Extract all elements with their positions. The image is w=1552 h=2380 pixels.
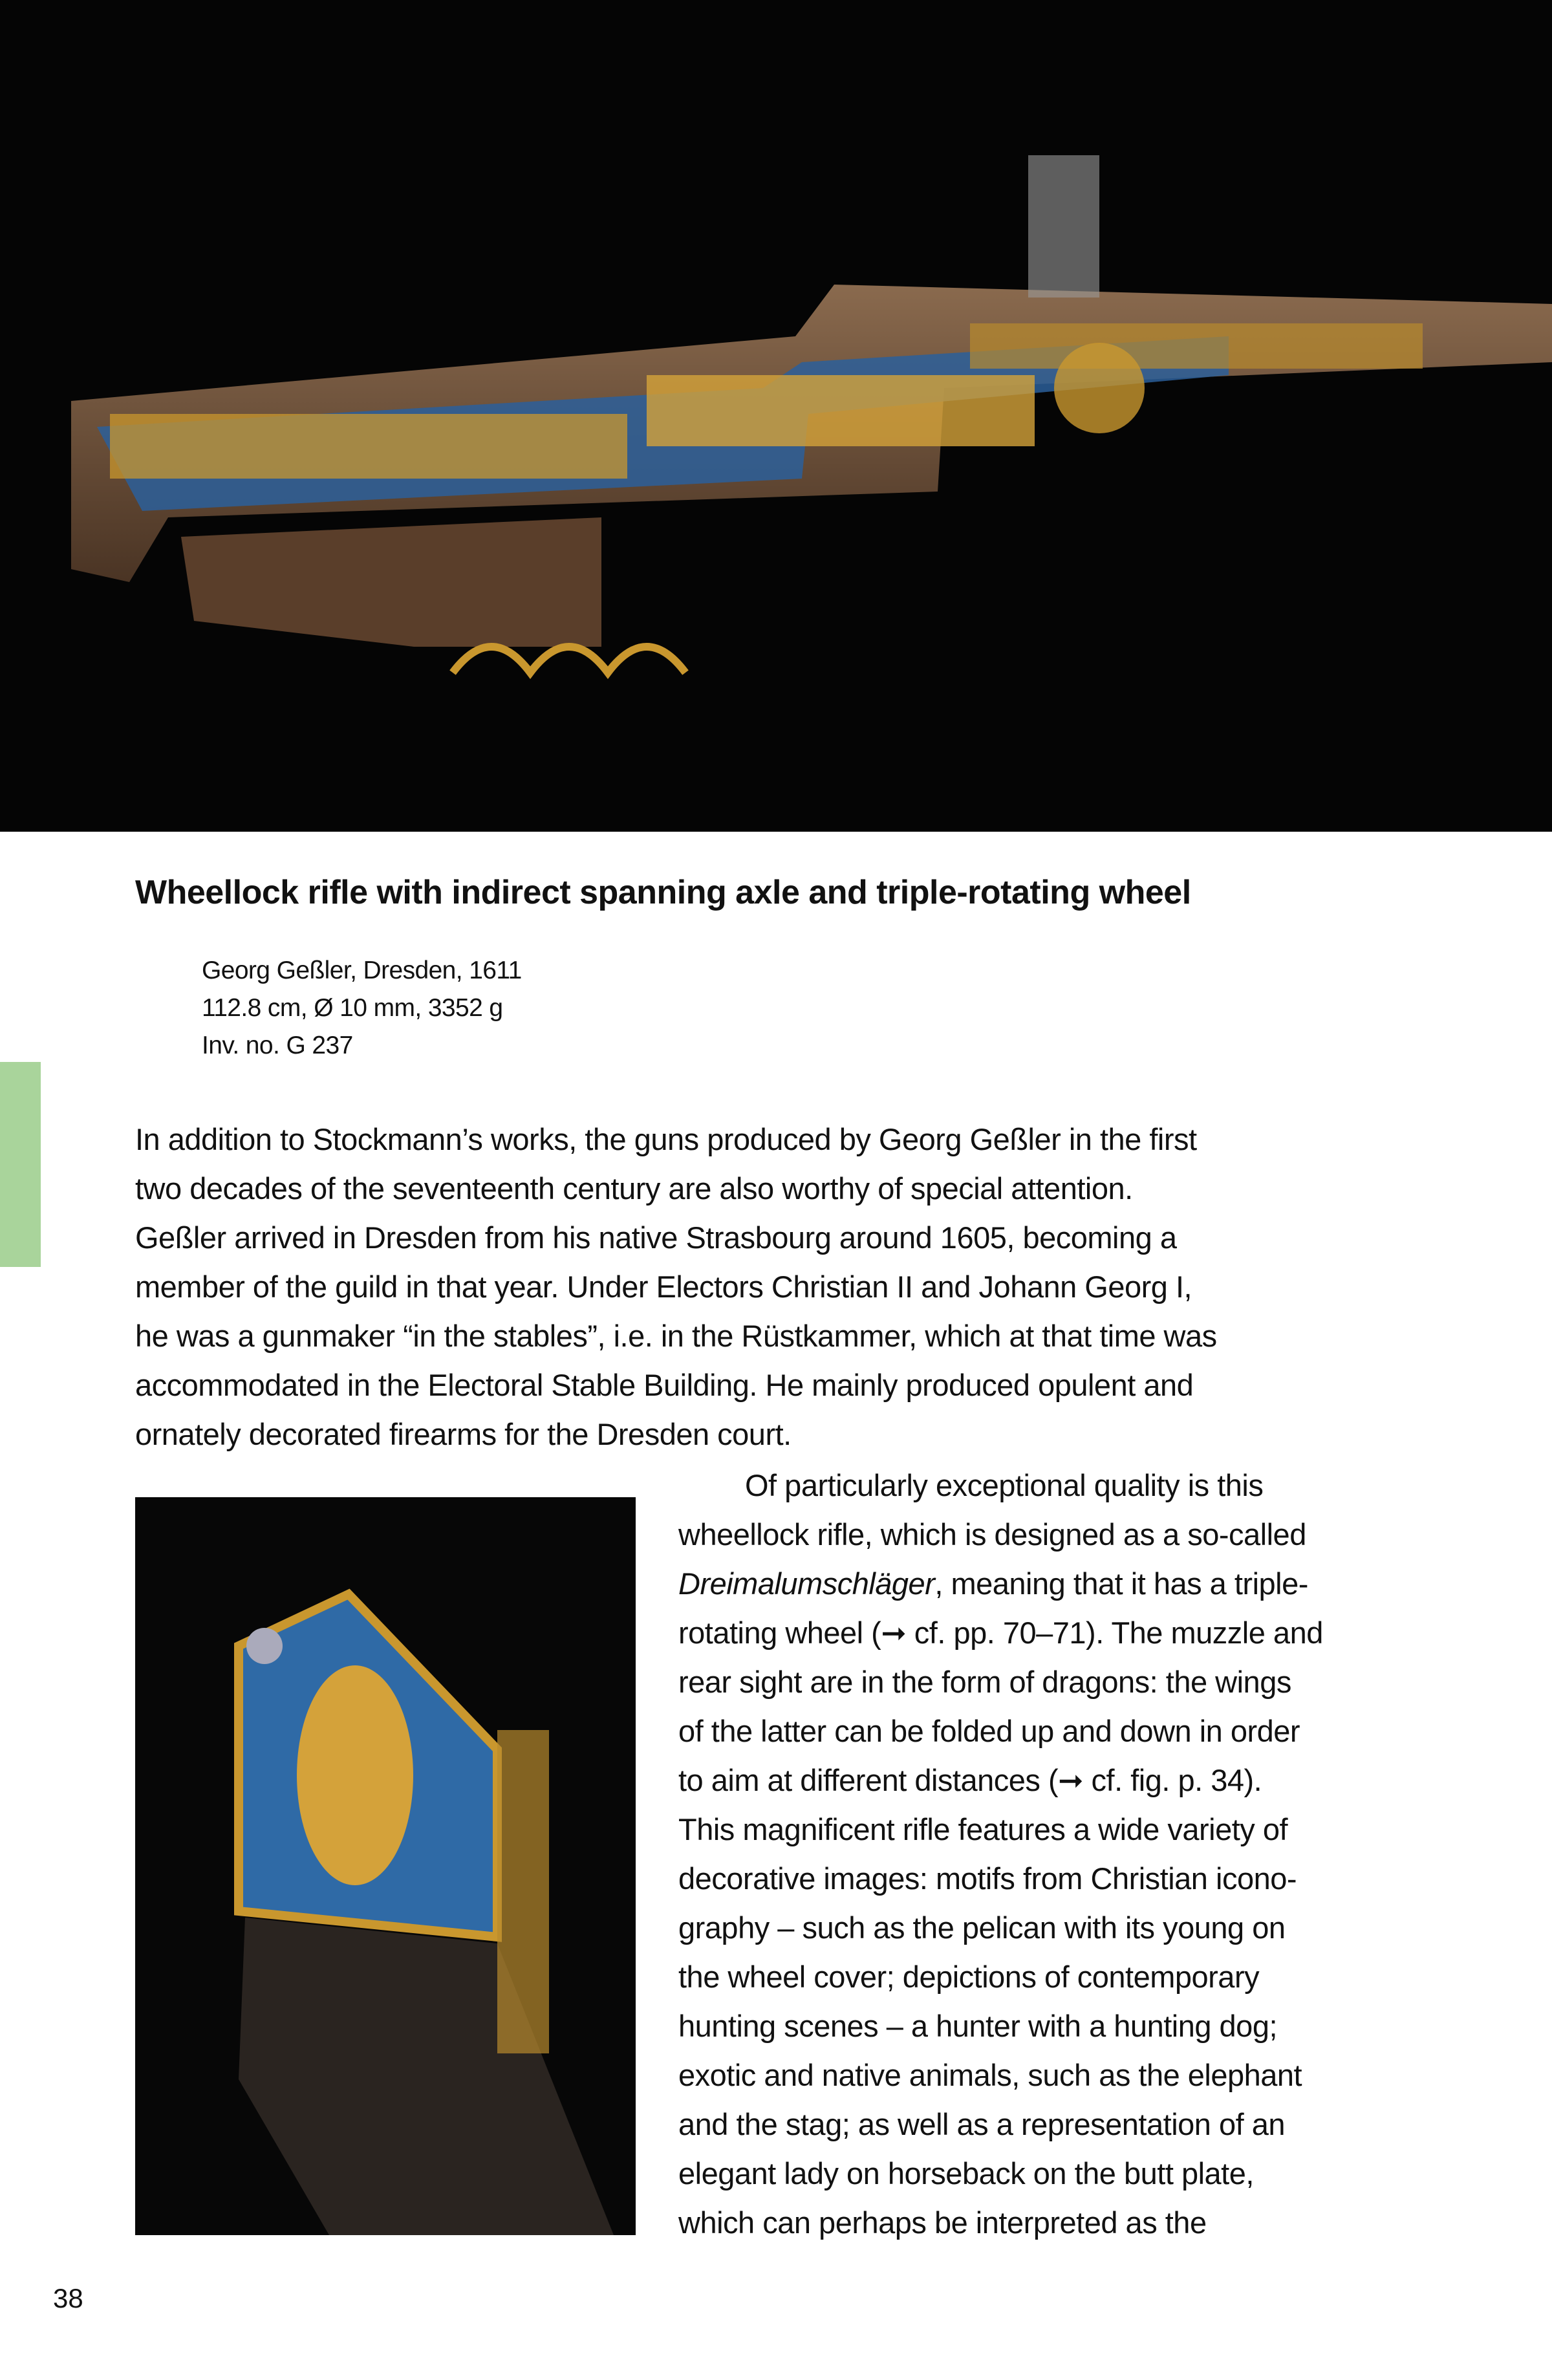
italic-term: Dreimalumschläger xyxy=(678,1566,935,1601)
butt-plate-photo xyxy=(135,1497,636,2235)
text-line: two decades of the seventeenth century are also worthy of special attention. xyxy=(135,1171,1133,1206)
text-line: elegant lady on horseback on the butt plate, xyxy=(678,2156,1254,2191)
caption-title: Wheellock rifle with indirect spanning axle and triple-rotating wheel xyxy=(135,874,1191,911)
paragraph-1 xyxy=(135,1115,1217,1459)
text-line: exotic and native animals, such as the elephant xyxy=(678,2058,1302,2092)
text-line: In addition to Stockmann’s works, the guns produced by Georg Geßler in the first xyxy=(135,1122,1197,1156)
page-number: 38 xyxy=(53,2283,83,2313)
text-line: hunting scenes – a hunter with a hunting dog; xyxy=(678,2009,1278,2043)
dimensions-line: 112.8 cm, Ø 10 mm, 3352 g xyxy=(202,994,503,1022)
rifle-illustration xyxy=(0,0,1552,832)
butt-plate-illustration xyxy=(135,1497,636,2235)
text-line: This magnificent rifle features a wide variety of xyxy=(678,1812,1288,1846)
text-line: wheellock rifle, which is designed as a so-called xyxy=(678,1517,1306,1552)
text-line: decorative images: motifs from Christian icono- xyxy=(678,1861,1297,1896)
text-line: to aim at different distances (➞ cf. fig. p. 34). xyxy=(678,1763,1262,1797)
text-line: of the latter can be folded up and down in order xyxy=(678,1714,1300,1748)
text-line: Geßler arrived in Dresden from his native Strasbourg around 1605, becoming a xyxy=(135,1220,1177,1255)
text-line: member of the guild in that year. Under Electors Christian II and Johann Georg I, xyxy=(135,1270,1192,1304)
text-line: which can perhaps be interpreted as the xyxy=(678,2205,1207,2240)
caption-meta xyxy=(202,952,522,1065)
text-line: rotating wheel (➞ cf. pp. 70–71). The muzzle and xyxy=(678,1616,1323,1650)
text-line: ornately decorated firearms for the Dresden court. xyxy=(135,1417,792,1451)
text-line xyxy=(678,1559,1323,1608)
text-line: he was a gunmaker “in the stables”, i.e. in the Rüstkammer, which at that time was xyxy=(135,1319,1217,1353)
text-line: accommodated in the Electoral Stable Building. He mainly produced opulent and xyxy=(135,1368,1194,1402)
text-line: the wheel cover; depictions of contemporary xyxy=(678,1960,1260,1994)
text-line: Of particularly exceptional quality is this xyxy=(745,1468,1264,1502)
text-line: and the stag; as well as a representation of an xyxy=(678,2107,1286,2141)
rifle-photo xyxy=(0,0,1552,832)
text-line: graphy – such as the pelican with its young on xyxy=(678,1910,1286,1945)
text-segment: , meaning that it has a triple- xyxy=(934,1566,1308,1601)
section-marker xyxy=(0,1062,41,1267)
text-line: rear sight are in the form of dragons: the wings xyxy=(678,1665,1291,1699)
inventory-line: Inv. no. G 237 xyxy=(202,1032,353,1059)
paragraph-2 xyxy=(678,1461,1323,2247)
maker-line: Georg Geßler, Dresden, 1611 xyxy=(202,957,522,984)
